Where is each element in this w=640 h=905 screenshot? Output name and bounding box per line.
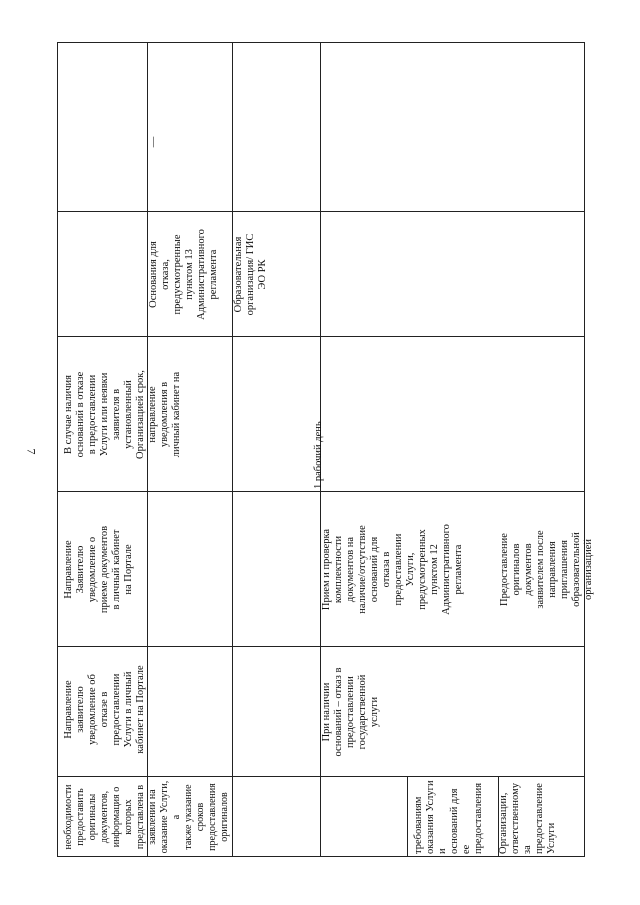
table-cell-term: 1 рабочий день — [313, 421, 324, 489]
table-cell-result: Направление заявителю уведомление об отказе в предоставлении Услуги в личный кабинет на Портале — [63, 665, 146, 754]
table-cell-executor: Образовательная организация/ ГИС ЭО РК — [233, 233, 268, 316]
table-cell-criteria: требованиям оказания Услуги и оснований для ее предоставления — [413, 780, 484, 854]
row-divider — [407, 777, 408, 857]
column-divider — [57, 211, 585, 212]
table-border — [57, 42, 585, 43]
document-page — [57, 42, 594, 857]
table-border — [57, 42, 58, 857]
table-cell-action: Организации, ответственному за предоставление Услуги — [498, 783, 557, 854]
table-cell-refusal: Основания для отказа, предусмотренные пунктом 13 Административного регламента — [148, 229, 219, 320]
table-border — [584, 42, 585, 857]
table-cell-action: Прием и проверка комплектности документов на наличие/отсутствие оснований для отказа в предоставлении Услуги, предусмотренных пунктом 12 Административного регламента — [321, 524, 464, 615]
table-cell-refusal: — — [148, 136, 159, 148]
table-cell-result: В случае наличия оснований в отказе в предоставлении Услуги или неявки заявителя в установленный Организацией срок, направление уведомления в личный кабинет на — [63, 370, 182, 459]
row-divider — [232, 42, 233, 857]
procedure-table — [57, 42, 594, 857]
table-cell-criteria: При наличии оснований – отказ в предоставлении государственной услуги — [321, 667, 380, 757]
table-cell-stage: Предоставление оригиналов документов заявителем после направления приглашения образовательной организацией — [499, 530, 594, 609]
row-divider — [147, 42, 148, 857]
page-number: 7 — [24, 448, 39, 455]
table-cell-result: необходимости предоставить оригиналы документов, информация о которых представлена в заявлении на оказание Услуги, а также указание сроков предоставления оригиналов — [63, 780, 230, 854]
table-cell-result: Направление Заявителю уведомление о приеме документов в личный кабинет на Портале — [63, 525, 134, 614]
